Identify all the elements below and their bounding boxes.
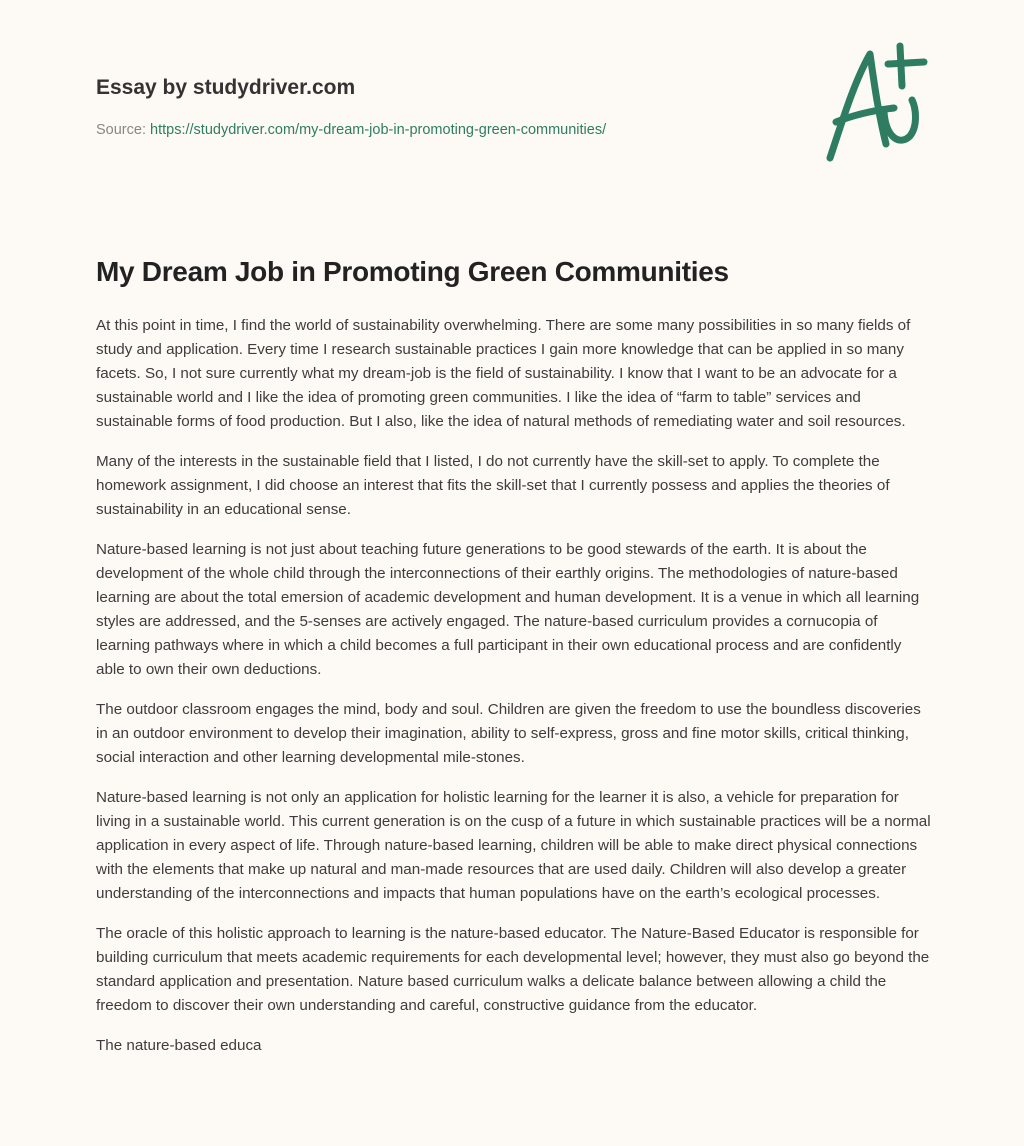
paragraph: Nature-based learning is not just about teaching future generations to be good stewards of the earth. It is about the development of the whole child through the interconnections of their earthly origins. The methodologies of nature-based learning are about the total emersion of academic development and human development. It is a venue in which all learning styles are addressed, and the 5-senses are actively engaged. The nature-based curriculum provides a cornucopia of learning pathways where in which a child becomes a full participant in their own educational process and are confidently able to own their own deductions. bbox=[96, 541, 920, 678]
paragraph: The oracle of this holistic approach to learning is the nature-based educator. The Nature-Based Educator is responsible for building curriculum that meets academic requirements for each developmental level; however, they must also go beyond the standard application and presentation. Nature based curriculum walks a delicate balance between allowing a child the freedom to discover their own understanding and careful, constructive guidance from the educator. bbox=[96, 925, 930, 1014]
essay-header bbox=[96, 76, 926, 138]
paragraph: Nature-based learning is not only an application for holistic learning for the learner it is also, a vehicle for preparation for living in a sustainable world. This current generation is on the cusp of a future in which sustainable practices will be a normal application in every aspect of life. Through nature-based learning, children will be able to make direct physical connections with the elements that make up natural and man-made resources that are used daily. Children will also develop a greater understanding of the interconnections and impacts that human populations have on the earth’s ecological processes. bbox=[96, 789, 931, 902]
essay-body bbox=[96, 314, 932, 1074]
essay-title: My Dream Job in Promoting Green Communities bbox=[96, 256, 729, 287]
source-label: Source: bbox=[96, 122, 146, 138]
paragraph-truncated: The nature-based educa bbox=[96, 1037, 262, 1054]
paragraph: The outdoor classroom engages the mind, body and soul. Children are given the freedom to use the boundless discoveries in an outdoor environment to develop their imagination, ability to self-express, gross and fine motor skills, critical thinking, social interaction and other learning developmental mile-stones. bbox=[96, 701, 921, 766]
source-link[interactable]: https://studydriver.com/my-dream-job-in-promoting-green-communities/ bbox=[150, 122, 607, 138]
paragraph: Many of the interests in the sustainable field that I listed, I do not currently have the skill-set to apply. To complete the homework assignment, I did choose an interest that fits the skill-set that I currently possess and applies the theories of sustainability in an educational sense. bbox=[96, 453, 890, 518]
source-line bbox=[96, 122, 926, 138]
paragraph: At this point in time, I find the world of sustainability overwhelming. There are some many possibilities in so many fields of study and application. Every time I research sustainable practices I gain more knowledge that can be applied in so many facets. So, I not sure currently what my dream-job is the field of sustainability. I know that I want to be an advocate for a sustainable world and I like the idea of promoting green communities. I like the idea of “farm to table” services and sustainable forms of food production. But I also, like the idea of natural methods of remediating water and soil resources. bbox=[96, 317, 911, 430]
a-plus-logo-icon bbox=[820, 42, 930, 166]
brand-title: Essay by studydriver.com bbox=[96, 76, 356, 99]
